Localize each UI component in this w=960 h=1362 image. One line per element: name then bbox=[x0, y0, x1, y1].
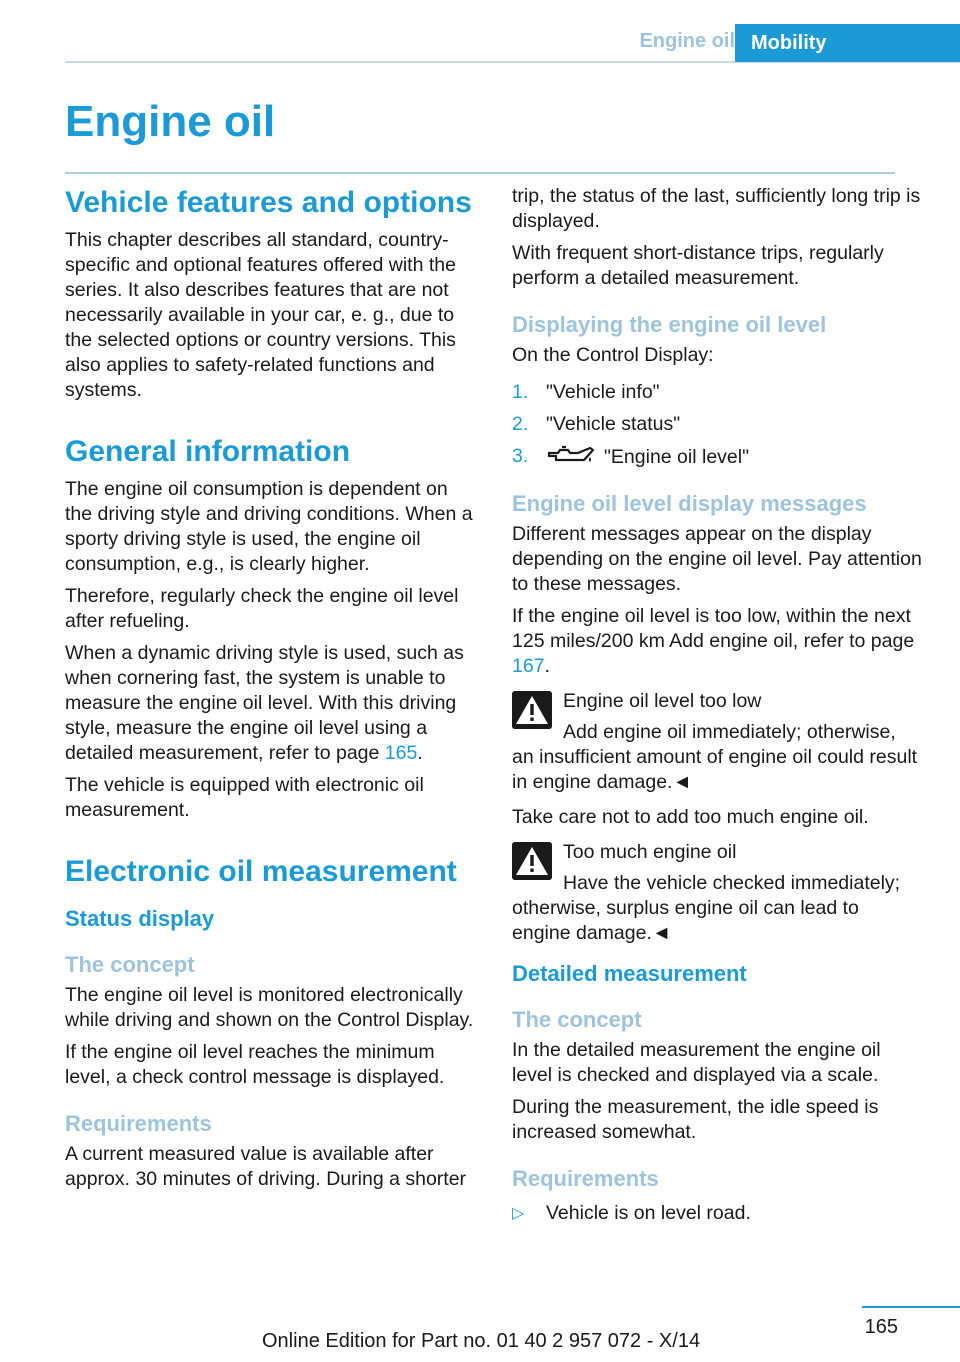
messages-paragraph-2-end: . bbox=[544, 655, 550, 677]
vehicle-features-heading: Vehicle features and options bbox=[65, 186, 472, 219]
list-item bbox=[512, 380, 922, 405]
oil-can-icon bbox=[546, 444, 596, 466]
list-item bbox=[512, 412, 922, 437]
triangle-bullet-icon: ▷ bbox=[512, 1205, 525, 1222]
step-number: 3. bbox=[512, 445, 529, 467]
header-chapter-tab: Mobility bbox=[735, 24, 960, 62]
warning-title: Engine oil level too low bbox=[563, 690, 762, 712]
page-header bbox=[0, 24, 960, 62]
edition-line: Online Edition for Part no. 01 40 2 957 072 - X/14 bbox=[262, 1330, 701, 1352]
step-number: 1. bbox=[512, 381, 529, 403]
warning-triangle-icon bbox=[512, 691, 552, 729]
continued-paragraph-1: trip, the status of the last, sufficiently long trip is displayed. bbox=[512, 185, 921, 232]
page-title: Engine oil bbox=[65, 97, 276, 146]
list-item bbox=[512, 1201, 922, 1226]
concept-paragraph-1: The engine oil level is monitored electronically while driving and shown on the Control Display. bbox=[65, 984, 474, 1031]
continued-paragraph-2: With frequent short-distance trips, regularly perform a detailed measurement. bbox=[512, 242, 884, 289]
messages-paragraph-1: Different messages appear on the display depending on the engine oil level. Pay attention to these messages. bbox=[512, 523, 922, 595]
detailed-concept-heading: The concept bbox=[512, 1007, 642, 1032]
requirements-paragraph-1: A current measured value is available after approx. 30 minutes of driving. During a shorter bbox=[65, 1143, 467, 1190]
list-item bbox=[512, 444, 922, 470]
step-text: "Vehicle status" bbox=[546, 413, 681, 435]
display-messages-heading: Engine oil level display messages bbox=[512, 491, 867, 516]
bullet-text: Vehicle is on level road. bbox=[546, 1202, 751, 1224]
detailed-paragraph-2: During the measurement, the idle speed is increased somewhat. bbox=[512, 1096, 879, 1143]
displaying-oil-level-heading: Displaying the engine oil level bbox=[512, 312, 827, 337]
page-link-165[interactable]: 165 bbox=[384, 742, 418, 764]
step-number: 2. bbox=[512, 413, 529, 435]
status-display-heading: Status display bbox=[65, 906, 215, 931]
steps-list bbox=[512, 380, 922, 470]
detailed-measurement-heading: Detailed measurement bbox=[512, 961, 747, 986]
page-number: 165 bbox=[864, 1316, 898, 1338]
general-paragraph-3-text: When a dynamic driving style is used, such as when cornering fast, the system is unable to measure the engine oil level. With this driving style, measure the engine oil level using a detailed measurement, refer to page bbox=[65, 642, 464, 764]
step-text: "Vehicle info" bbox=[546, 381, 660, 403]
warning-oil-level-low bbox=[512, 689, 922, 795]
general-paragraph-4: The vehicle is equipped with electronic oil measurement. bbox=[65, 774, 424, 821]
messages-paragraph-2 bbox=[512, 604, 922, 679]
general-paragraph-2: Therefore, regularly check the engine oil level after refueling. bbox=[65, 585, 459, 632]
page-link-167[interactable]: 167 bbox=[512, 655, 545, 677]
vehicle-features-text: This chapter describes all standard, country-specific and optional features offered with the series. It also describes features that are not necessarily available in your car, e. g., due to the selected options or country versions. This also applies to safety-related functions and systems. bbox=[65, 229, 456, 401]
warning-text: Add engine oil immediately; otherwise, an insufficient amount of engine oil could result in engine damage.◄ bbox=[512, 721, 918, 793]
warning-triangle-icon bbox=[512, 842, 552, 880]
warning-text: Have the vehicle checked immediately; otherwise, surplus engine oil can lead to engine damage.◄ bbox=[512, 872, 901, 944]
displaying-intro: On the Control Display: bbox=[512, 344, 714, 366]
step-text: "Engine oil level" bbox=[604, 446, 750, 468]
right-column bbox=[512, 184, 922, 1226]
footer-rule bbox=[862, 1306, 960, 1308]
warning-too-much-oil bbox=[512, 840, 922, 946]
electronic-oil-heading: Electronic oil measurement bbox=[65, 855, 457, 888]
general-paragraph-3-end: . bbox=[417, 742, 423, 764]
title-rule bbox=[65, 172, 895, 174]
concept-heading: The concept bbox=[65, 952, 195, 977]
general-paragraph-3 bbox=[65, 641, 475, 766]
warning-title: Too much engine oil bbox=[563, 841, 737, 863]
requirements-heading: Requirements bbox=[65, 1111, 212, 1136]
messages-paragraph-2-text: If the engine oil level is too low, within the next 125 miles/200 km Add engine oil, refer to page bbox=[512, 605, 915, 652]
general-paragraph-1: The engine oil consumption is dependent on the driving style and driving conditions. When a sporty driving style is used, the engine oil consumption, e.g., is clearly higher. bbox=[65, 478, 473, 575]
left-column bbox=[65, 184, 475, 1199]
caution-text: Take care not to add too much engine oil. bbox=[512, 806, 869, 828]
requirements-list bbox=[512, 1201, 922, 1226]
concept-paragraph-2: If the engine oil level reaches the minimum level, a check control message is displayed. bbox=[65, 1041, 445, 1088]
header-section-label: Engine oil bbox=[639, 30, 735, 52]
detailed-paragraph-1: In the detailed measurement the engine oil level is checked and displayed via a scale. bbox=[512, 1039, 881, 1086]
general-information-heading: General information bbox=[65, 435, 351, 468]
detailed-requirements-heading: Requirements bbox=[512, 1166, 659, 1191]
